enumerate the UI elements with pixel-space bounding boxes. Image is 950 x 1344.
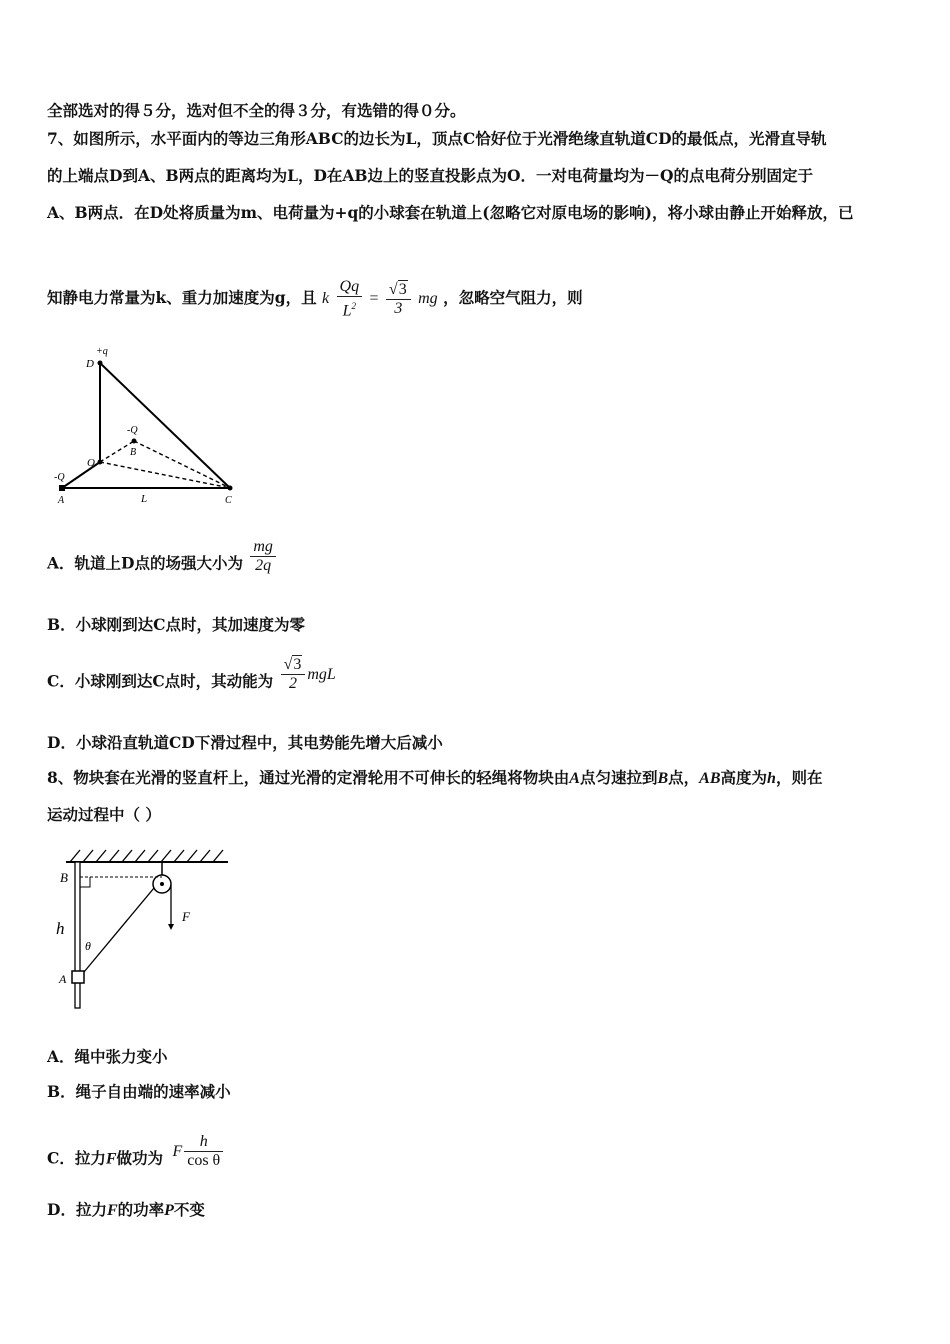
dash-ob [100, 441, 137, 462]
dash-oc [100, 462, 230, 488]
q7-option-d: D．小球沿直轨道CD下滑过程中，其电势能先增大后减小 [47, 733, 443, 752]
point-c [228, 486, 233, 491]
formula-mg: mg [418, 290, 438, 308]
formula-num-sqrt: √3 [386, 281, 411, 300]
formula-den-3: 3 [394, 299, 403, 317]
q8-text-line1: 8、物块套在光滑的竖直杆上，通过光滑的定滑轮用不可伸长的轻绳将物块由A点匀速拉到B点，AB高度为h，则在 [47, 768, 823, 787]
q8-option-b: B．绳子自由端的速率减小 [47, 1082, 231, 1101]
label-a: A [58, 495, 65, 506]
dash-bc [134, 441, 230, 488]
block [72, 971, 84, 983]
q7-option-a: A．轨道上D点的场强大小为 $\frac{mg}{2q}$ [47, 546, 278, 583]
label-a: A [59, 972, 67, 986]
label-minus-q-b: -Q [127, 425, 138, 436]
rope-to-block [84, 888, 154, 972]
formula-num: Qq [337, 278, 363, 297]
option-c-mgl: mgL [307, 665, 336, 683]
pulley-axle [160, 882, 164, 886]
option-c-formula: $\frac{√3}{2}$ [281, 656, 306, 693]
q7-text-line3: A、B两点．在D处将质量为m、电荷量为+q的小球套在轨道上(忽略它对原电场的影响)，将小球由静止开始释放，已 [47, 203, 854, 222]
point-o [98, 460, 103, 465]
right-angle-mark [80, 877, 90, 887]
formula-frac-qq-l2 [337, 278, 363, 320]
label-h: h [56, 919, 65, 938]
label-f: F [182, 909, 190, 924]
formula-den: $L^2$ [342, 301, 356, 320]
q7-option-c: C．小球刚到达C点时，其动能为 $\frac{√3}{2}$ mgL [47, 656, 336, 692]
point-b [132, 439, 137, 444]
formula-equals: = [369, 290, 379, 308]
option-a-formula: $\frac{mg}{2q}$ [250, 538, 276, 575]
q7-line4-suffix: ，忽略空气阻力，则 [443, 288, 583, 308]
label-l: L [141, 493, 148, 505]
q7-text-line2: 的上端点D到A、B两点的距离均为L，D在AB边上的竖直投影点为O．一对电荷量均为－Q的点电荷分别固定于 [47, 166, 814, 185]
force-arrow-head [168, 924, 174, 930]
q7-text-line1: 7、如图所示，水平面内的等边三角形ABC的边长为L，顶点C恰好位于光滑绝缘直轨道CD的最低点，光滑直导轨 [47, 129, 827, 148]
label-minus-q-a: -Q [54, 472, 65, 483]
label-theta: θ [85, 939, 91, 953]
ceiling-hatch [70, 850, 223, 862]
q7-line4-prefix: 知静电力常量为k、重力加速度为g，且 [47, 288, 317, 308]
q8-option-a: A．绳中张力变小 [47, 1047, 168, 1066]
q8-option-c: C．拉力F做功为 F $\frac{h}{\text{cos θ}}$ [47, 1141, 225, 1178]
point-a [59, 485, 65, 491]
q8-option-d: D．拉力F的功率P不变 [47, 1200, 205, 1219]
label-b: B [60, 870, 68, 885]
label-c: C [225, 495, 232, 506]
label-plus-q: +q [96, 346, 108, 357]
q7-option-b: B．小球刚到达C点时，其加速度为零 [47, 615, 305, 634]
label-b: B [130, 447, 137, 458]
label-d: D [86, 358, 94, 370]
q7-text-line4 [47, 278, 583, 320]
q8-text-line2: 运动过程中（ ） [47, 805, 161, 824]
option-c-formula-frac: $\frac{h}{\text{cos θ}}$ [184, 1133, 223, 1170]
formula-k: k [322, 290, 330, 308]
label-o: O [87, 457, 95, 469]
option-c-formula-f: F [172, 1142, 183, 1160]
q7-condition-formula [322, 278, 438, 320]
vertical-rod [75, 862, 80, 1008]
point-d [98, 361, 103, 366]
rod-dc [100, 363, 230, 488]
q7-diagram [52, 342, 244, 510]
q8-diagram [50, 846, 232, 1012]
formula-frac-sqrt3-3 [386, 281, 411, 318]
scoring-note: 全部选对的得５分，选对但不全的得３分，有选错的得０分。 [47, 101, 466, 120]
